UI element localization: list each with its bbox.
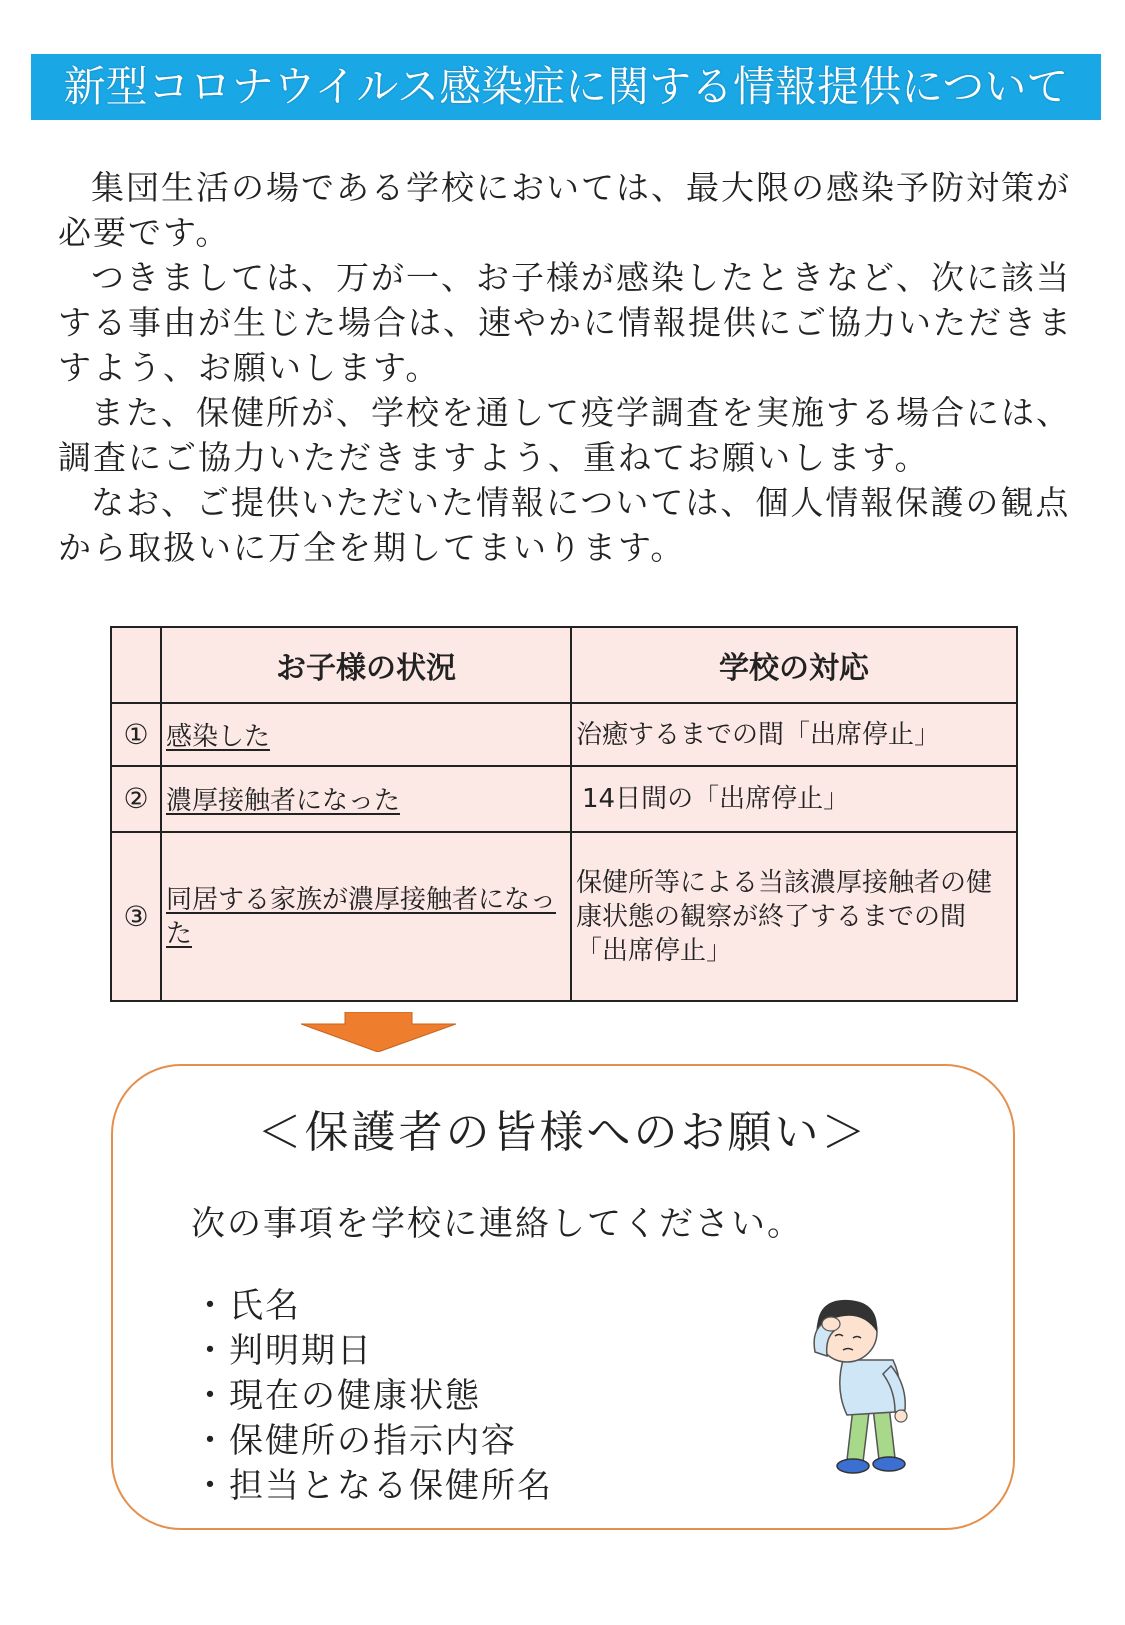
row-response: 14日間の「出席停止」 — [571, 766, 1017, 832]
row-condition — [161, 703, 571, 765]
list-item: ・ 判明期日 — [193, 1329, 553, 1374]
condition-text: 濃厚接触者になった — [166, 786, 401, 817]
request-heading: ＜保護者の皆様へのお願い＞ — [257, 1107, 869, 1158]
down-arrow-icon — [301, 1012, 456, 1052]
list-item: ・ 氏名 — [193, 1284, 553, 1329]
page-title: 新型コロナウイルス感染症に関する情報提供について — [31, 54, 1101, 120]
condition-text: 同居する家族が濃厚接触者になった — [166, 884, 557, 949]
list-item: ・ 担当となる保健所名 — [193, 1464, 553, 1509]
list-item: ・ 現在の健康状態 — [193, 1374, 553, 1419]
header-condition: お子様の状況 — [161, 627, 571, 703]
request-list — [193, 1284, 553, 1509]
intro-paragraph-3: また、保健所が、学校を通して疫学調査を実施する場合には、調査にご協力いただきますよう、重ねてお願いします。 — [58, 393, 1071, 477]
header-num — [111, 627, 161, 703]
table-header-row — [111, 627, 1017, 703]
row-response: 治癒するまでの間「出席停止」 — [571, 703, 1017, 765]
table-row — [111, 703, 1017, 765]
condition-text: 感染した — [166, 722, 271, 753]
sick-child-illustration — [795, 1290, 945, 1480]
table-row — [111, 832, 1017, 1001]
row-condition — [161, 832, 571, 1001]
header-response: 学校の対応 — [571, 627, 1017, 703]
list-item: ・ 保健所の指示内容 — [193, 1419, 553, 1464]
intro-paragraph-4: なお、ご提供いただいた情報については、個人情報保護の観点から取扱いに万全を期してまいります。 — [58, 483, 1071, 567]
row-number: ③ — [111, 832, 161, 1001]
row-condition — [161, 766, 571, 832]
row-number: ① — [111, 703, 161, 765]
status-table — [110, 626, 1018, 1002]
intro-paragraph-1: 集団生活の場である学校においては、最大限の感染予防対策が必要です。 — [58, 168, 1071, 252]
row-number: ② — [111, 766, 161, 832]
row-response: 保健所等による当該濃厚接触者の健康状態の観察が終了するまでの間「出席停止」 — [571, 832, 1017, 1001]
table-row — [111, 766, 1017, 832]
request-lead: 次の事項を学校に連絡してください。 — [191, 1204, 803, 1244]
intro-text — [58, 165, 1078, 570]
intro-paragraph-2: つきましては、万が一、お子様が感染したときなど、次に該当する事由が生じた場合は、速やかに情報提供にご協力いただきますよう、お願いします。 — [58, 258, 1073, 387]
